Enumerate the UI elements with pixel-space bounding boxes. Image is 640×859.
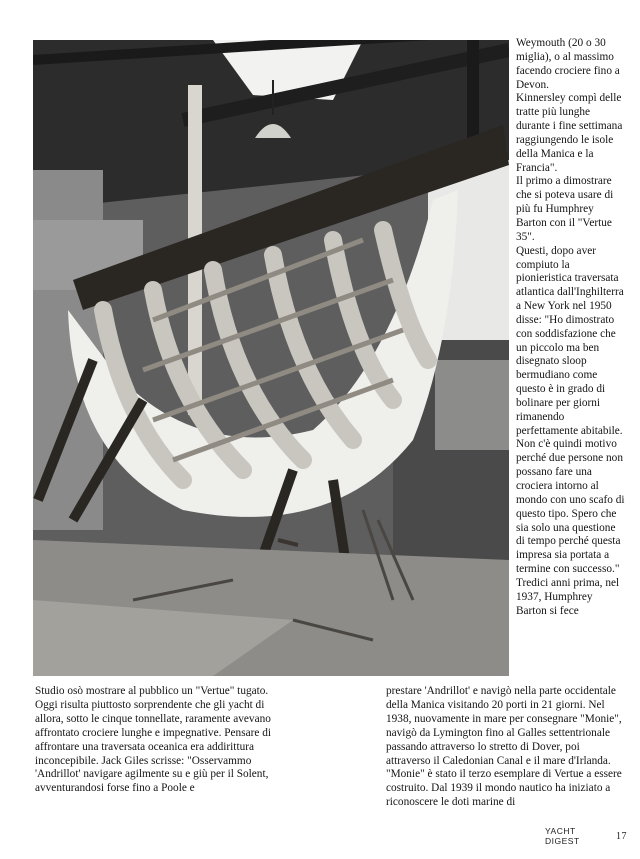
left-paragraph: Oggi risulta piuttosto sorprendente che gli yacht di allora, sotto le cinque tonnellate, raramente avevano affrontato crociere lunghe e impegnative. Pensare di affrontare una traversata oceanica era addirittura inconcepibile. Jack Giles scrisse: "Osservammo 'Andrillot' navigare agilmente su e giù per il Solent, avventurandosi forse fino a Poole e [35,698,271,795]
boat-hull-photo [33,40,509,676]
side-column-text [516,37,626,618]
page-footer [545,826,627,846]
side-paragraph: Weymouth (20 o 30 miglia), o al massimo facendo crociere fino a Devon. [516,37,620,91]
page-number: 17 [616,830,627,842]
right-paragraph: prestare 'Andrillot' e navigò nella parte occidentale della Manica visitando 20 porti in 21 giorni. Nel 1938, nuovamente in mare per consegnare "Monie", navigò da Lymington fino al Galles settentrionale passando attraverso lo stretto di Dover, poi attraverso il Caledonian Canal e il mare d'Irlanda. [386,685,622,767]
bottom-left-column [35,685,271,796]
magazine-name: YACHT DIGEST [545,826,580,846]
side-paragraph: Non c'è quindi motivo perché due persone non possano fare una crociera intorno al mondo con uno scafo di questo tipo. Spero che sia solo una questione di tempo perché questa impresa sia portata a termine con successo." [516,438,625,576]
right-paragraph: "Monie" è stato il terzo esemplare di Vertue a essere costruito. Dal 1939 il mondo nautico ha iniziato a riconoscere le doti marine di [386,768,622,809]
side-paragraph: Kinnersley compì delle tratte più lunghe durante i fine settimana raggiungendo le isole della Manica e la Francia". [516,92,623,174]
left-paragraph: Studio osò mostrare al pubblico un "Vertue" tugato. [35,685,269,697]
side-paragraph: Tredici anni prima, nel 1937, Humphrey Barton si fece [516,576,620,617]
side-paragraph: Questi, dopo aver compiuto la pionieristica traversata atlantica dall'Inghilterra a New York nel 1950 disse: "Ho dimostrato con soddisfazione che un piccolo ma ben disegnato sloop bermudiano come questo è in grado di bolinare per giorni rimanendo perfettamente abitabile. [516,244,624,437]
bottom-right-column [386,685,626,810]
side-paragraph: Il primo a dimostrare che si poteva usare di più fu Humphrey Barton con il "Vertue 35". [516,175,614,243]
